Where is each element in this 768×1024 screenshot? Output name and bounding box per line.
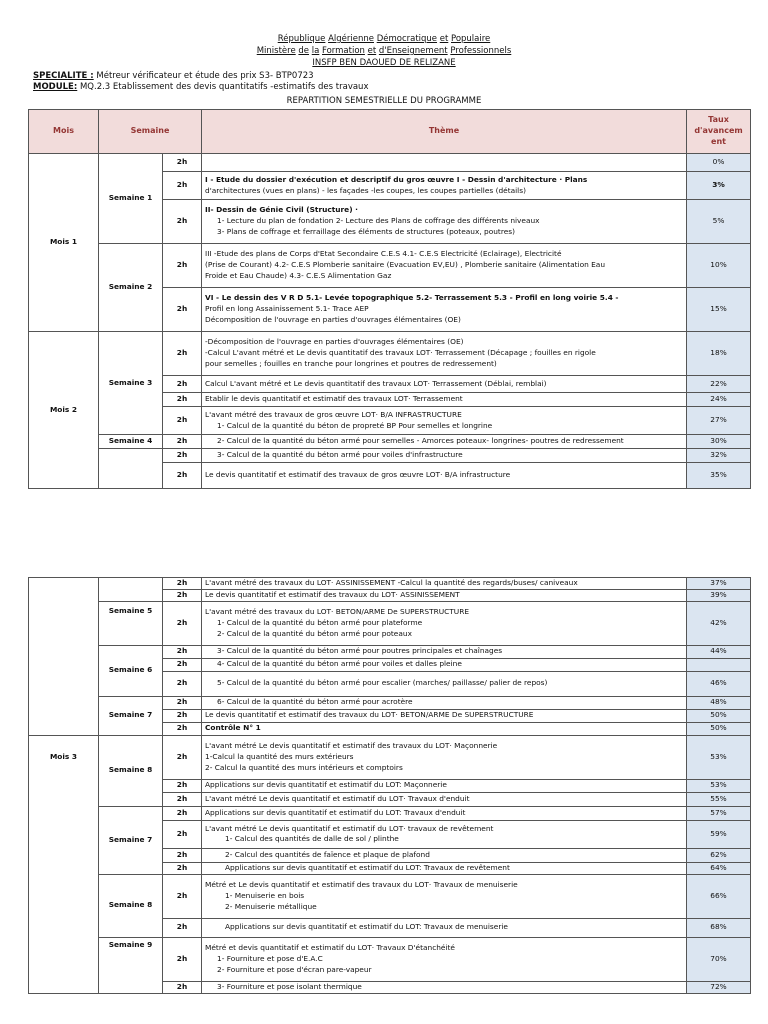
header-word: de bbox=[298, 46, 310, 56]
theme-line: 3- Calcul de la quantité du béton armé pour poutres principales et chaînages bbox=[217, 646, 503, 656]
theme-cell bbox=[202, 393, 687, 407]
theme-line: Profil en long Assainissement 5.1- Trace AEP bbox=[205, 304, 369, 314]
theme-line: L'avant métré des travaux du LOT· ASSINISSEMENT -Calcul la quantité des regards/buses/ caniveaux bbox=[205, 578, 578, 587]
header-word: République bbox=[277, 34, 326, 44]
theme-line: Contrôle N° 1 bbox=[205, 723, 261, 733]
theme-line: 1- Calcul de la quantité du béton armé pour plateforme bbox=[217, 617, 423, 627]
theme-cell bbox=[202, 578, 687, 590]
taux-cell: 18% bbox=[687, 332, 751, 376]
hours-cell: 2h bbox=[163, 848, 202, 862]
theme-cell bbox=[202, 792, 687, 806]
theme-cell bbox=[202, 918, 687, 937]
week-cell: Semaine 7 bbox=[99, 696, 163, 735]
theme-cell bbox=[202, 200, 687, 244]
col-header-taux: Taux d'avancem ent bbox=[687, 110, 751, 154]
header-word: Formation bbox=[322, 46, 365, 56]
empty-week-cell bbox=[99, 449, 163, 489]
theme-cell bbox=[202, 806, 687, 820]
theme-line: 1- Fourniture et pose d'E.A.C bbox=[217, 953, 323, 963]
week-cell: Semaine 5 bbox=[99, 601, 163, 645]
header-word: et bbox=[439, 34, 449, 44]
theme-line: Applications sur devis quantitatif et estimatif du LOT: Travaux de revêtement bbox=[225, 862, 510, 872]
header-word: Populaire bbox=[451, 34, 491, 44]
theme-cell bbox=[202, 820, 687, 848]
week-cell: Semaine 8 bbox=[99, 735, 163, 806]
hours-cell: 2h bbox=[163, 874, 202, 918]
theme-line: Décomposition de l'ouvrage en parties d'ouvrages élémentaires (OE) bbox=[205, 314, 461, 324]
header-line-3 bbox=[0, 58, 768, 68]
header-word: la bbox=[311, 46, 320, 56]
theme-line: 5- Calcul de la quantité du béton armé pour escalier (marches/ paillasse/ palier de repos) bbox=[217, 678, 548, 688]
theme-cell bbox=[202, 645, 687, 658]
taux-cell: 35% bbox=[687, 463, 751, 489]
header-word: et bbox=[367, 46, 377, 56]
theme-cell bbox=[202, 874, 687, 918]
theme-line: 1- Lecture du plan de fondation 2- Lecture des Plans de coffrage des différents niveaux bbox=[217, 216, 540, 226]
taux-cell: 68% bbox=[687, 918, 751, 937]
theme-cell bbox=[202, 779, 687, 792]
theme-line: d'architectures (vues en plans) - les façades -les coupes, les coupes partielles (détails) bbox=[205, 185, 526, 195]
theme-line: III -Etude des plans de Corps d'Etat Secondaire C.E.S 4.1- C.E.S Electricité (Eclairage), Electricité bbox=[205, 249, 562, 259]
taux-cell: 42% bbox=[687, 601, 751, 645]
header-line-2 bbox=[0, 46, 768, 56]
theme-line: 3- Fourniture et pose isolant thermique bbox=[217, 981, 362, 991]
theme-cell bbox=[202, 709, 687, 722]
month-cell: Mois 1 bbox=[29, 154, 99, 332]
week-cell: Semaine 8 bbox=[99, 874, 163, 937]
taux-cell: 15% bbox=[687, 288, 751, 332]
specialite-line bbox=[33, 71, 314, 81]
theme-line: Calcul L'avant métré et Le devis quantitatif des travaux LOT· Terrassement (Déblai, remblai) bbox=[205, 378, 547, 388]
specialite-value: Métreur vérificateur et étude des prix S3- BTP0723 bbox=[96, 71, 314, 81]
theme-line: Le devis quantitatif et estimatif des travaux du LOT· ASSINISSEMENT bbox=[205, 589, 460, 599]
theme-cell bbox=[202, 735, 687, 779]
specialite-label: SPECIALITE : bbox=[33, 71, 94, 81]
hours-cell: 2h bbox=[163, 578, 202, 590]
taux-cell: 39% bbox=[687, 589, 751, 601]
theme-line: 2- Calcul la quantité des murs intérieurs et comptoirs bbox=[205, 762, 403, 772]
theme-line: pour semelles ; fouilles en tranche pour longrines et poutres de redressement) bbox=[205, 358, 497, 368]
week-cell: Semaine 9 bbox=[99, 937, 163, 993]
hours-cell: 2h bbox=[163, 937, 202, 981]
hours-cell: 2h bbox=[163, 658, 202, 671]
theme-cell bbox=[202, 244, 687, 288]
hours-cell: 2h bbox=[163, 671, 202, 696]
week-cell: Semaine 6 bbox=[99, 645, 163, 696]
theme-cell bbox=[202, 658, 687, 671]
theme-line: VI - Le dessin des V R D 5.1- Levée topographique 5.2- Terrassement 5.3 - Profil en long voirie 5.4 - bbox=[205, 293, 619, 303]
theme-line: Froide et Eau Chaude) 4.3- C.E.S Alimentation Gaz bbox=[205, 270, 392, 280]
taux-cell: 24% bbox=[687, 393, 751, 407]
program-table-2 bbox=[28, 577, 751, 994]
taux-cell: 30% bbox=[687, 435, 751, 449]
theme-cell bbox=[202, 376, 687, 393]
theme-line: 2- Fourniture et pose d'écran pare-vapeur bbox=[217, 964, 372, 974]
hours-cell: 2h bbox=[163, 981, 202, 993]
theme-line: Applications sur devis quantitatif et estimatif du LOT: Travaux d'enduit bbox=[205, 807, 466, 817]
theme-line: Métré et Le devis quantitatif et estimatif des travaux du LOT· Travaux de menuiserie bbox=[205, 880, 518, 890]
theme-cell bbox=[202, 601, 687, 645]
theme-cell bbox=[202, 862, 687, 874]
hours-cell: 2h bbox=[163, 709, 202, 722]
taux-cell: 32% bbox=[687, 449, 751, 463]
hours-cell: 2h bbox=[163, 200, 202, 244]
hours-cell: 2h bbox=[163, 376, 202, 393]
taux-cell: 72% bbox=[687, 981, 751, 993]
taux-cell: 37% bbox=[687, 578, 751, 590]
theme-cell bbox=[202, 937, 687, 981]
hours-cell: 2h bbox=[163, 696, 202, 709]
week-cell: Semaine 2 bbox=[99, 244, 163, 332]
theme-cell bbox=[202, 435, 687, 449]
theme-line: Métré et devis quantitatif et estimatif du LOT· Travaux D'étanchéité bbox=[205, 943, 455, 953]
hours-cell: 2h bbox=[163, 463, 202, 489]
taux-cell bbox=[687, 658, 751, 671]
header-word: Professionnels bbox=[450, 46, 512, 56]
hours-cell: 2h bbox=[163, 288, 202, 332]
empty-week-cell bbox=[99, 578, 163, 602]
theme-cell bbox=[202, 172, 687, 200]
taux-cell: 44% bbox=[687, 645, 751, 658]
taux-cell: 62% bbox=[687, 848, 751, 862]
theme-cell bbox=[202, 848, 687, 862]
theme-line: Applications sur devis quantitatif et estimatif du LOT: Maçonnerie bbox=[205, 780, 447, 790]
theme-cell bbox=[202, 696, 687, 709]
taux-cell: 64% bbox=[687, 862, 751, 874]
hours-cell: 2h bbox=[163, 407, 202, 435]
hours-cell: 2h bbox=[163, 601, 202, 645]
theme-line: (Prise de Courant) 4.2- C.E.S Plomberie sanitaire (Evacuation EV,EU) , Plomberie sanitaire (Alimentation Eau bbox=[205, 260, 606, 270]
theme-line: I - Etude du dossier d'exécution et descriptif du gros œuvre I - Dessin d'architecture · Plans bbox=[205, 174, 588, 184]
week-cell: Semaine 7 bbox=[99, 806, 163, 874]
program-table-1 bbox=[28, 109, 751, 489]
hours-cell: 2h bbox=[163, 806, 202, 820]
header-word: Ministère bbox=[256, 46, 296, 56]
theme-cell bbox=[202, 463, 687, 489]
taux-cell: 3% bbox=[687, 172, 751, 200]
theme-line: -Décomposition de l'ouvrage en parties d'ouvrages élémentaires (OE) bbox=[205, 337, 464, 347]
hours-cell: 2h bbox=[163, 589, 202, 601]
week-cell: Semaine 1 bbox=[99, 154, 163, 244]
theme-cell bbox=[202, 288, 687, 332]
theme-line: 3- Plans de coffrage et ferraillage des éléments de structures (poteaux, poutres) bbox=[217, 226, 515, 236]
hours-cell: 2h bbox=[163, 332, 202, 376]
theme-line: 2- Calcul de la quantité du béton armé pour semelles - Amorces poteaux- longrines- poutres de redressement bbox=[217, 436, 624, 446]
month-cell: Mois 3 bbox=[29, 735, 99, 993]
theme-line: 6- Calcul de la quantité du béton armé pour acrotère bbox=[217, 697, 413, 707]
hours-cell: 2h bbox=[163, 792, 202, 806]
theme-line: 1- Calcul de la quantité du béton de propreté BP Pour semelles et longrine bbox=[217, 420, 493, 430]
header-word: Algérienne bbox=[328, 34, 374, 44]
theme-cell bbox=[202, 981, 687, 993]
taux-cell: 5% bbox=[687, 200, 751, 244]
taux-cell: 59% bbox=[687, 820, 751, 848]
header-word: d'Enseignement bbox=[378, 46, 448, 56]
taux-cell: 53% bbox=[687, 735, 751, 779]
week-cell: Semaine 3 bbox=[99, 332, 163, 435]
taux-cell: 66% bbox=[687, 874, 751, 918]
theme-line: Applications sur devis quantitatif et estimatif du LOT: Travaux de menuiserie bbox=[225, 922, 508, 932]
hours-cell: 2h bbox=[163, 735, 202, 779]
theme-cell bbox=[202, 332, 687, 376]
taux-cell: 48% bbox=[687, 696, 751, 709]
empty-month-cell bbox=[29, 578, 99, 736]
hours-cell: 2h bbox=[163, 449, 202, 463]
theme-line: Etablir le devis quantitatif et estimatif des travaux LOT· Terrassement bbox=[205, 394, 463, 404]
theme-line: -Calcul L'avant métré et Le devis quantitatif des travaux LOT· Terrassement (Décapage ; fouilles en rigole bbox=[205, 348, 596, 358]
col-header-theme: Thème bbox=[202, 110, 687, 154]
theme-line: 2- Calcul des quantités de faïence et plaque de plafond bbox=[225, 849, 430, 859]
theme-line: L'avant métré des travaux de gros œuvre LOT· B/A INFRASTRUCTURE bbox=[205, 409, 462, 419]
hours-cell: 2h bbox=[163, 722, 202, 735]
theme-line: 3- Calcul de la quantité du béton armé pour voiles d'infrastructure bbox=[217, 450, 463, 460]
hours-cell: 2h bbox=[163, 862, 202, 874]
module-value: MQ.2.3 Etablissement des devis quantitatifs -estimatifs des travaux bbox=[79, 82, 369, 92]
theme-line: L'avant métré Le devis quantitatif et estimatif du LOT· Travaux d'enduit bbox=[205, 793, 470, 803]
taux-cell: 46% bbox=[687, 671, 751, 696]
theme-line: Le devis quantitatif et estimatif des travaux de gros œuvre LOT· B/A infrastructure bbox=[205, 470, 511, 480]
taux-cell: 50% bbox=[687, 722, 751, 735]
theme-cell bbox=[202, 589, 687, 601]
hours-cell: 2h bbox=[163, 244, 202, 288]
hours-cell: 2h bbox=[163, 645, 202, 658]
col-header-semaine: Semaine bbox=[99, 110, 202, 154]
taux-cell: 22% bbox=[687, 376, 751, 393]
theme-line: 1-Calcul la quantité des murs extérieurs bbox=[205, 751, 354, 761]
theme-line: 2- Menuiserie métallique bbox=[225, 901, 317, 911]
taux-cell: 55% bbox=[687, 792, 751, 806]
taux-cell: 70% bbox=[687, 937, 751, 981]
theme-line: 2- Calcul de la quantité du béton armé pour poteaux bbox=[217, 628, 412, 638]
hours-cell: 2h bbox=[163, 154, 202, 172]
taux-cell: 10% bbox=[687, 244, 751, 288]
taux-cell: 27% bbox=[687, 407, 751, 435]
header-word: Démocratique bbox=[376, 34, 438, 44]
theme-cell bbox=[202, 722, 687, 735]
theme-line: II- Dessin de Génie Civil (Structure) · bbox=[205, 205, 358, 215]
theme-cell bbox=[202, 407, 687, 435]
hours-cell: 2h bbox=[163, 435, 202, 449]
theme-line: L'avant métré Le devis quantitatif et estimatif du LOT· travaux de revêtement bbox=[205, 823, 494, 833]
month-cell: Mois 2 bbox=[29, 332, 99, 489]
week-cell: Semaine 4 bbox=[99, 435, 163, 449]
col-header-mois: Mois bbox=[29, 110, 99, 154]
institution-name: INSFP BEN DAOUED DE RELIZANE bbox=[312, 58, 456, 68]
hours-cell: 2h bbox=[163, 918, 202, 937]
hours-cell: 2h bbox=[163, 779, 202, 792]
theme-line: 1- Calcul des quantités de dalle de sol / plinthe bbox=[225, 834, 399, 844]
theme-cell bbox=[202, 449, 687, 463]
header-line-1 bbox=[0, 34, 768, 44]
taux-cell: 0% bbox=[687, 154, 751, 172]
taux-cell: 53% bbox=[687, 779, 751, 792]
theme-cell bbox=[202, 671, 687, 696]
page-title: REPARTITION SEMESTRIELLE DU PROGRAMME bbox=[286, 96, 482, 106]
taux-cell: 57% bbox=[687, 806, 751, 820]
theme-cell bbox=[202, 154, 687, 172]
theme-line: 1- Menuiserie en bois bbox=[225, 890, 305, 900]
module-line bbox=[33, 82, 368, 92]
theme-line: L'avant métré Le devis quantitatif et estimatif des travaux du LOT· Maçonnerie bbox=[205, 741, 498, 751]
theme-line: 4- Calcul de la quantité du béton armé pour voiles et dalles pleine bbox=[217, 659, 462, 669]
hours-cell: 2h bbox=[163, 172, 202, 200]
module-label: MODULE: bbox=[33, 82, 78, 92]
theme-line: L'avant métré des travaux du LOT· BETON/ARME De SUPERSTRUCTURE bbox=[205, 607, 470, 617]
taux-cell: 50% bbox=[687, 709, 751, 722]
theme-line: Le devis quantitatif et estimatif des travaux du LOT· BETON/ARME De SUPERSTRUCTURE bbox=[205, 710, 534, 720]
hours-cell: 2h bbox=[163, 820, 202, 848]
hours-cell: 2h bbox=[163, 393, 202, 407]
